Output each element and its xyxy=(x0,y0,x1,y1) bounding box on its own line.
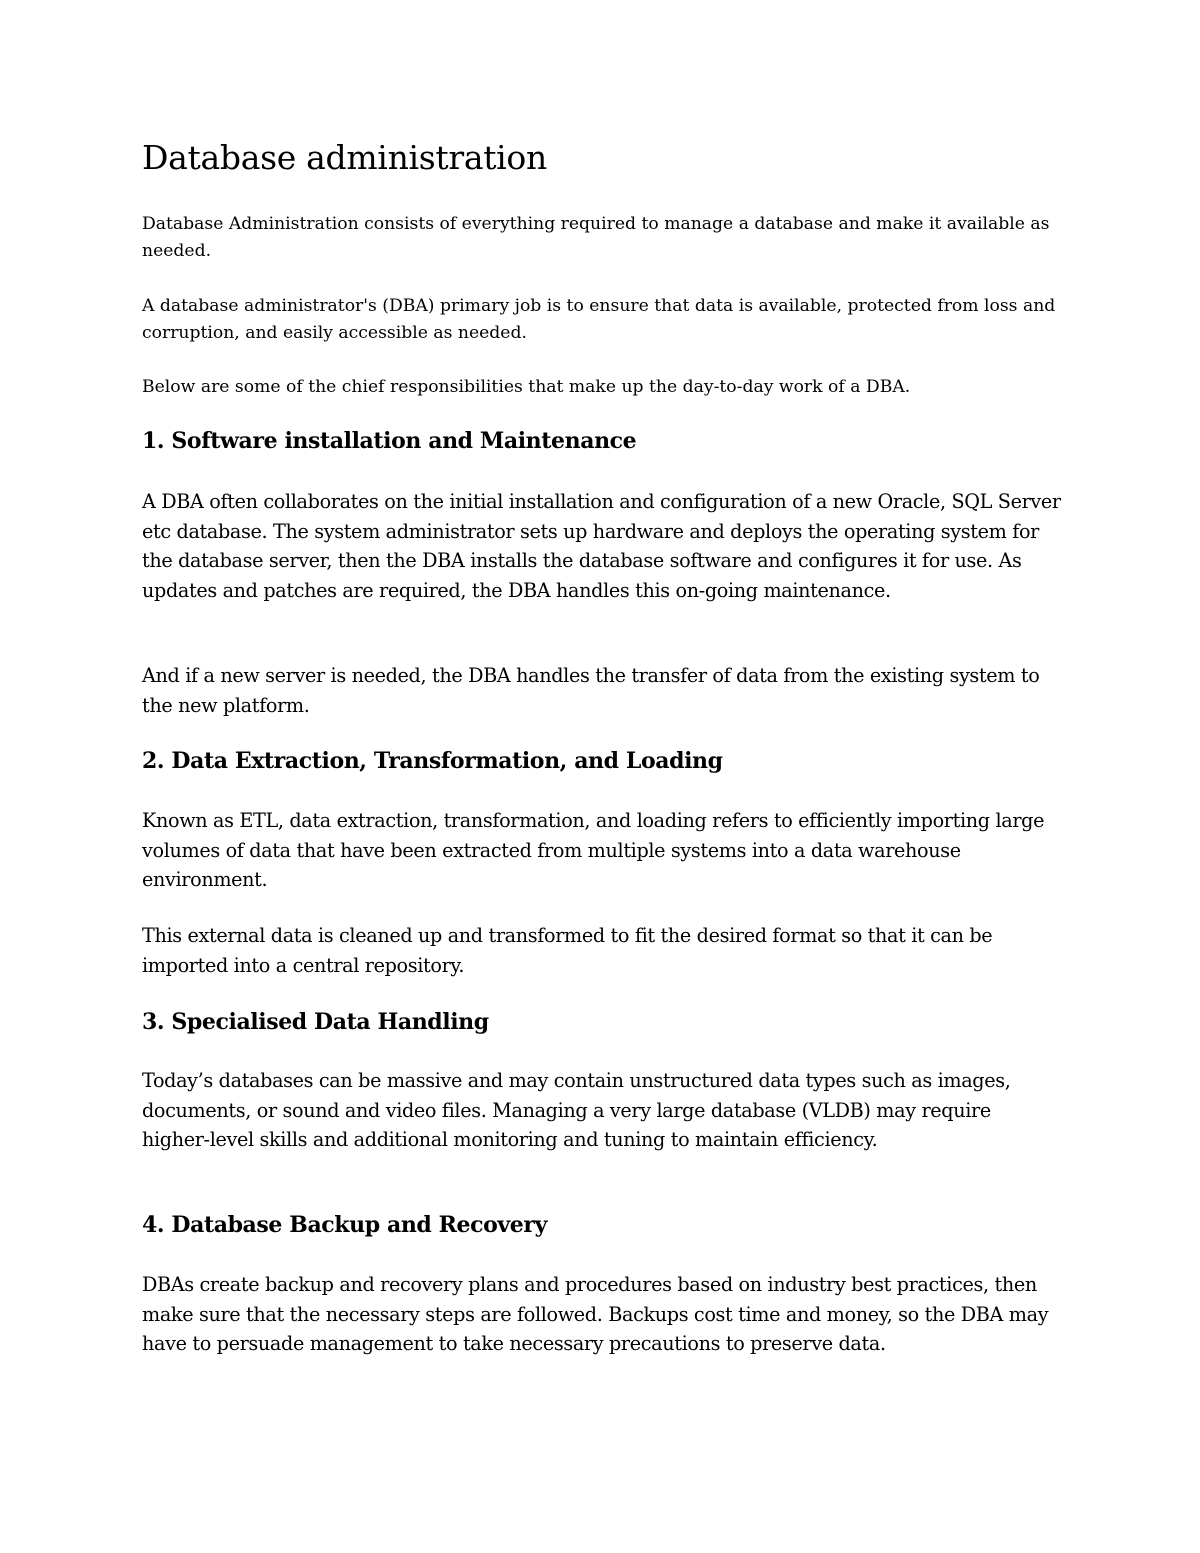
section-3-paragraph-1: Today’s databases can be massive and may contain unstructured data types such as images, documents, or sound and video files. Managing a very large database (VLDB) may require higher-level skills and additional monitoring and tuning to maintain efficiency. xyxy=(142,1069,1011,1151)
document-title: Database administration xyxy=(142,138,547,177)
section-1-heading: 1. Software installation and Maintenance xyxy=(142,428,637,454)
intro-paragraph-2: A database administrator's (DBA) primary job is to ensure that data is available, protected from loss and corruption, and easily accessible as needed. xyxy=(142,296,1056,343)
section-4-paragraph-1: DBAs create backup and recovery plans and procedures based on industry best practices, then make sure that the necessary steps are followed. Backups cost time and money, so the DBA may have to persuade management to take necessary precautions to preserve data. xyxy=(142,1273,1049,1355)
intro-paragraph-3: Below are some of the chief responsibilities that make up the day-to-day work of a DBA. xyxy=(142,377,911,397)
section-2-paragraph-1: Known as ETL, data extraction, transformation, and loading refers to efficiently importing large volumes of data that have been extracted from multiple systems into a data warehouse environment. xyxy=(142,809,1045,891)
section-4-heading: 4. Database Backup and Recovery xyxy=(142,1212,547,1238)
section-1-paragraph-1: A DBA often collaborates on the initial installation and configuration of a new Oracle, SQL Server etc database. The system administrator sets up hardware and deploys the operating system for the database server, then the DBA installs the database software and configures it for use. As updates and patches are required, the DBA handles this on-going maintenance. xyxy=(142,490,1061,602)
section-1-paragraph-2: And if a new server is needed, the DBA handles the transfer of data from the existing system to the new platform. xyxy=(142,664,1040,717)
intro-paragraph-1: Database Administration consists of everything required to manage a database and make it available as needed. xyxy=(142,214,1050,261)
section-2-heading: 2. Data Extraction, Transformation, and Loading xyxy=(142,748,723,774)
section-2-paragraph-2: This external data is cleaned up and transformed to fit the desired format so that it can be imported into a central repository. xyxy=(142,924,993,977)
section-3-heading: 3. Specialised Data Handling xyxy=(142,1009,489,1035)
